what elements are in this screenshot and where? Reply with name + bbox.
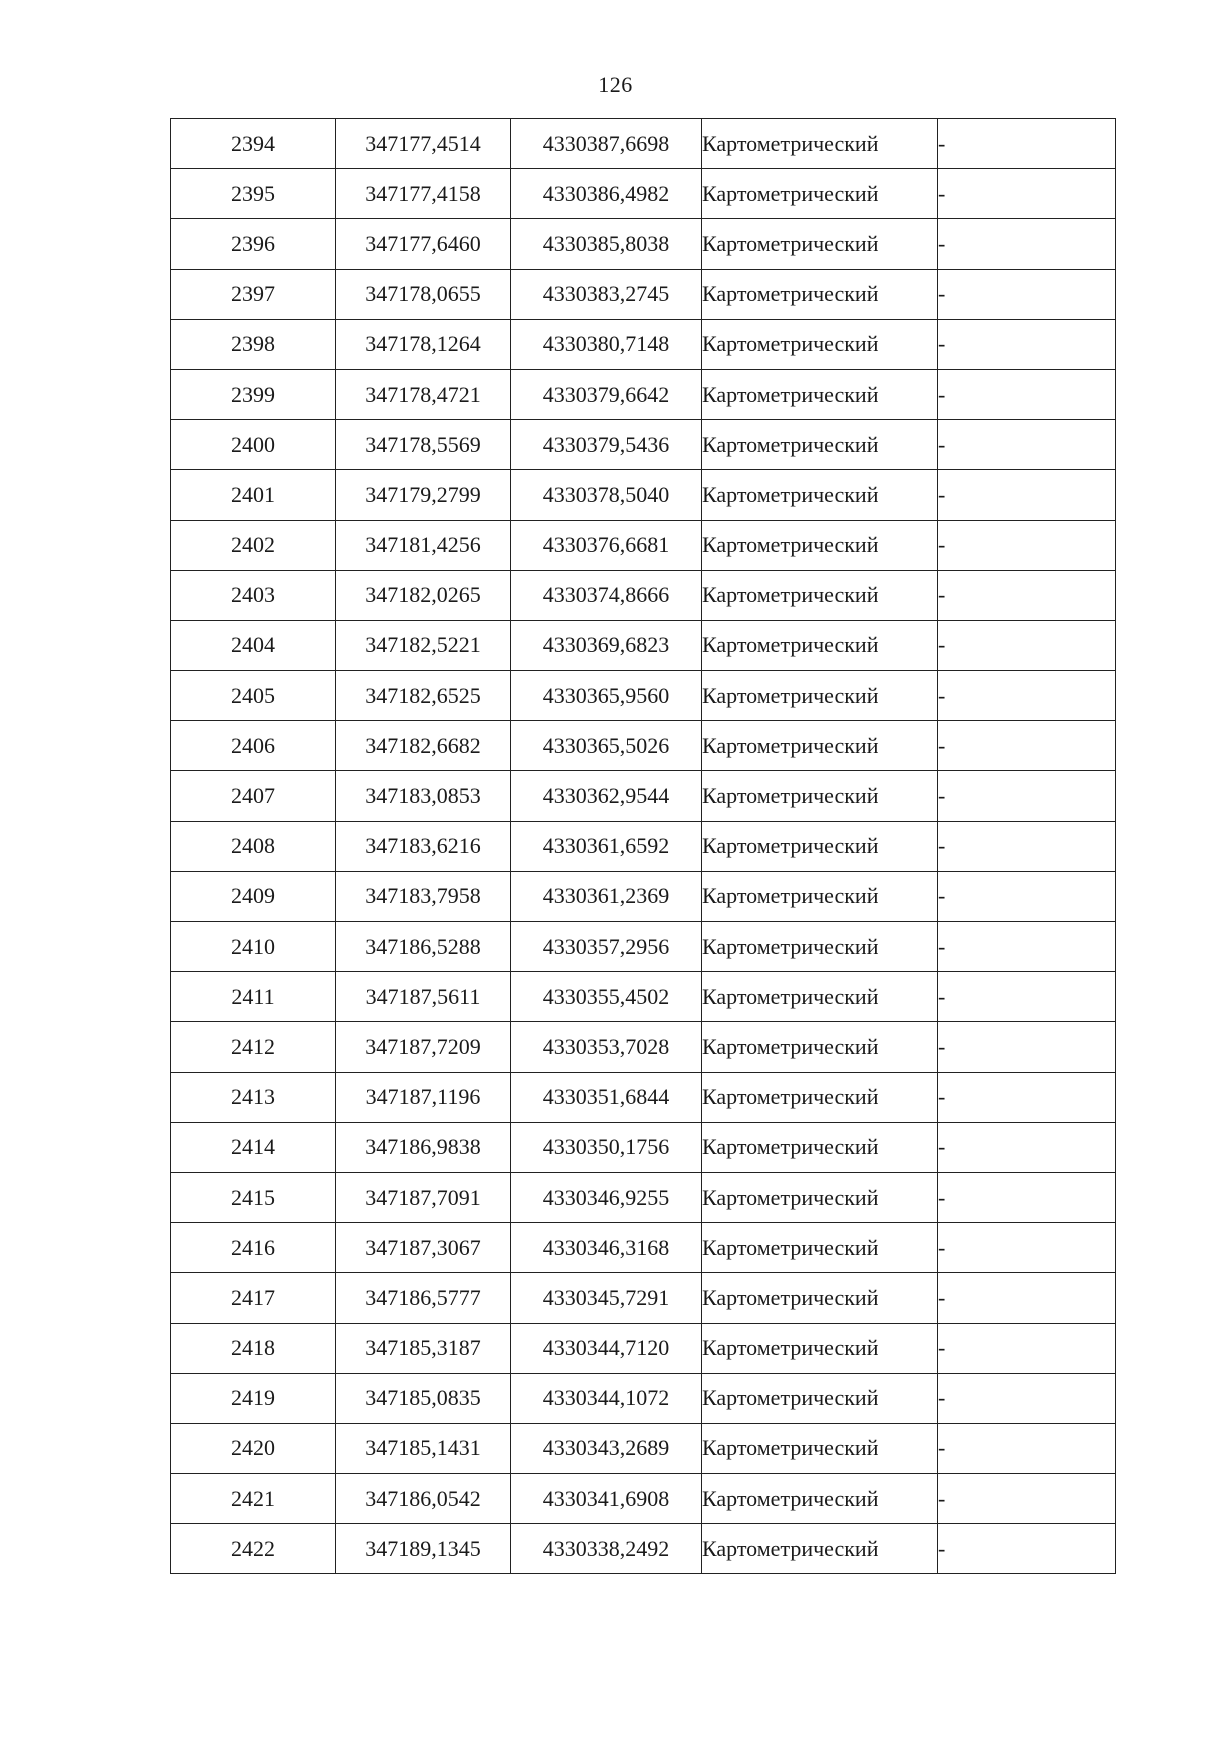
method-cell: Картометрический <box>702 570 938 620</box>
point-number-cell: 2396 <box>171 219 336 269</box>
error-cell: - <box>938 1474 1116 1524</box>
y-coordinate-cell: 4330369,6823 <box>511 620 702 670</box>
point-number-cell: 2403 <box>171 570 336 620</box>
point-number-cell: 2416 <box>171 1223 336 1273</box>
error-cell: - <box>938 1122 1116 1172</box>
point-number-cell: 2394 <box>171 119 336 169</box>
point-number-cell: 2418 <box>171 1323 336 1373</box>
point-number-cell: 2409 <box>171 871 336 921</box>
table-row <box>171 319 1116 369</box>
y-coordinate-cell: 4330374,8666 <box>511 570 702 620</box>
table-row <box>171 369 1116 419</box>
point-number-cell: 2408 <box>171 821 336 871</box>
point-number-cell: 2414 <box>171 1122 336 1172</box>
method-cell: Картометрический <box>702 1474 938 1524</box>
method-cell: Картометрический <box>702 821 938 871</box>
y-coordinate-cell: 4330338,2492 <box>511 1524 702 1574</box>
x-coordinate-cell: 347178,5569 <box>336 420 511 470</box>
x-coordinate-cell: 347187,7091 <box>336 1172 511 1222</box>
x-coordinate-cell: 347186,9838 <box>336 1122 511 1172</box>
table-row <box>171 269 1116 319</box>
y-coordinate-cell: 4330351,6844 <box>511 1072 702 1122</box>
x-coordinate-cell: 347177,4158 <box>336 169 511 219</box>
y-coordinate-cell: 4330361,6592 <box>511 821 702 871</box>
error-cell: - <box>938 771 1116 821</box>
y-coordinate-cell: 4330376,6681 <box>511 520 702 570</box>
table-row <box>171 1273 1116 1323</box>
method-cell: Картометрический <box>702 219 938 269</box>
point-number-cell: 2419 <box>171 1373 336 1423</box>
y-coordinate-cell: 4330387,6698 <box>511 119 702 169</box>
y-coordinate-cell: 4330365,9560 <box>511 671 702 721</box>
point-number-cell: 2413 <box>171 1072 336 1122</box>
error-cell: - <box>938 871 1116 921</box>
x-coordinate-cell: 347189,1345 <box>336 1524 511 1574</box>
y-coordinate-cell: 4330379,5436 <box>511 420 702 470</box>
table-row <box>171 1474 1116 1524</box>
y-coordinate-cell: 4330386,4982 <box>511 169 702 219</box>
method-cell: Картометрический <box>702 620 938 670</box>
table-row <box>171 1524 1116 1574</box>
method-cell: Картометрический <box>702 1373 938 1423</box>
error-cell: - <box>938 1273 1116 1323</box>
table-row <box>171 1373 1116 1423</box>
error-cell: - <box>938 570 1116 620</box>
method-cell: Картометрический <box>702 1022 938 1072</box>
point-number-cell: 2398 <box>171 319 336 369</box>
point-number-cell: 2415 <box>171 1172 336 1222</box>
method-cell: Картометрический <box>702 1172 938 1222</box>
table-row <box>171 1072 1116 1122</box>
point-number-cell: 2404 <box>171 620 336 670</box>
y-coordinate-cell: 4330362,9544 <box>511 771 702 821</box>
error-cell: - <box>938 520 1116 570</box>
error-cell: - <box>938 420 1116 470</box>
method-cell: Картометрический <box>702 721 938 771</box>
method-cell: Картометрический <box>702 771 938 821</box>
point-number-cell: 2400 <box>171 420 336 470</box>
y-coordinate-cell: 4330346,9255 <box>511 1172 702 1222</box>
method-cell: Картометрический <box>702 269 938 319</box>
table-row <box>171 821 1116 871</box>
x-coordinate-cell: 347183,6216 <box>336 821 511 871</box>
table-row <box>171 169 1116 219</box>
point-number-cell: 2399 <box>171 369 336 419</box>
coordinates-table <box>170 118 1116 1574</box>
error-cell: - <box>938 470 1116 520</box>
x-coordinate-cell: 347182,6682 <box>336 721 511 771</box>
x-coordinate-cell: 347186,0542 <box>336 1474 511 1524</box>
error-cell: - <box>938 1223 1116 1273</box>
x-coordinate-cell: 347187,7209 <box>336 1022 511 1072</box>
y-coordinate-cell: 4330357,2956 <box>511 922 702 972</box>
y-coordinate-cell: 4330346,3168 <box>511 1223 702 1273</box>
x-coordinate-cell: 347185,1431 <box>336 1423 511 1473</box>
method-cell: Картометрический <box>702 420 938 470</box>
method-cell: Картометрический <box>702 319 938 369</box>
error-cell: - <box>938 922 1116 972</box>
x-coordinate-cell: 347182,5221 <box>336 620 511 670</box>
table-row <box>171 1323 1116 1373</box>
y-coordinate-cell: 4330383,2745 <box>511 269 702 319</box>
x-coordinate-cell: 347185,3187 <box>336 1323 511 1373</box>
point-number-cell: 2420 <box>171 1423 336 1473</box>
table-row <box>171 671 1116 721</box>
x-coordinate-cell: 347182,0265 <box>336 570 511 620</box>
y-coordinate-cell: 4330380,7148 <box>511 319 702 369</box>
table-row <box>171 1172 1116 1222</box>
method-cell: Картометрический <box>702 119 938 169</box>
y-coordinate-cell: 4330353,7028 <box>511 1022 702 1072</box>
x-coordinate-cell: 347178,4721 <box>336 369 511 419</box>
table-row <box>171 1022 1116 1072</box>
table-row <box>171 470 1116 520</box>
x-coordinate-cell: 347187,3067 <box>336 1223 511 1273</box>
y-coordinate-cell: 4330350,1756 <box>511 1122 702 1172</box>
table-row <box>171 119 1116 169</box>
method-cell: Картометрический <box>702 1273 938 1323</box>
method-cell: Картометрический <box>702 671 938 721</box>
point-number-cell: 2405 <box>171 671 336 721</box>
x-coordinate-cell: 347182,6525 <box>336 671 511 721</box>
point-number-cell: 2412 <box>171 1022 336 1072</box>
point-number-cell: 2410 <box>171 922 336 972</box>
x-coordinate-cell: 347181,4256 <box>336 520 511 570</box>
x-coordinate-cell: 347179,2799 <box>336 470 511 520</box>
x-coordinate-cell: 347178,1264 <box>336 319 511 369</box>
y-coordinate-cell: 4330341,6908 <box>511 1474 702 1524</box>
error-cell: - <box>938 219 1116 269</box>
table-row <box>171 922 1116 972</box>
table-row <box>171 219 1116 269</box>
method-cell: Картометрический <box>702 1524 938 1574</box>
error-cell: - <box>938 119 1116 169</box>
method-cell: Картометрический <box>702 1423 938 1473</box>
coordinates-table-body <box>171 119 1116 1574</box>
x-coordinate-cell: 347177,6460 <box>336 219 511 269</box>
y-coordinate-cell: 4330361,2369 <box>511 871 702 921</box>
error-cell: - <box>938 269 1116 319</box>
table-row <box>171 570 1116 620</box>
method-cell: Картометрический <box>702 922 938 972</box>
method-cell: Картометрический <box>702 1323 938 1373</box>
point-number-cell: 2422 <box>171 1524 336 1574</box>
method-cell: Картометрический <box>702 470 938 520</box>
point-number-cell: 2402 <box>171 520 336 570</box>
point-number-cell: 2401 <box>171 470 336 520</box>
error-cell: - <box>938 620 1116 670</box>
error-cell: - <box>938 821 1116 871</box>
error-cell: - <box>938 972 1116 1022</box>
method-cell: Картометрический <box>702 520 938 570</box>
error-cell: - <box>938 1423 1116 1473</box>
error-cell: - <box>938 721 1116 771</box>
x-coordinate-cell: 347186,5777 <box>336 1273 511 1323</box>
point-number-cell: 2417 <box>171 1273 336 1323</box>
y-coordinate-cell: 4330379,6642 <box>511 369 702 419</box>
error-cell: - <box>938 1022 1116 1072</box>
x-coordinate-cell: 347186,5288 <box>336 922 511 972</box>
x-coordinate-cell: 347178,0655 <box>336 269 511 319</box>
y-coordinate-cell: 4330378,5040 <box>511 470 702 520</box>
y-coordinate-cell: 4330345,7291 <box>511 1273 702 1323</box>
x-coordinate-cell: 347187,1196 <box>336 1072 511 1122</box>
point-number-cell: 2407 <box>171 771 336 821</box>
method-cell: Картометрический <box>702 169 938 219</box>
x-coordinate-cell: 347187,5611 <box>336 972 511 1022</box>
page-number: 126 <box>598 72 633 97</box>
error-cell: - <box>938 369 1116 419</box>
y-coordinate-cell: 4330355,4502 <box>511 972 702 1022</box>
point-number-cell: 2411 <box>171 972 336 1022</box>
error-cell: - <box>938 319 1116 369</box>
point-number-cell: 2421 <box>171 1474 336 1524</box>
table-row <box>171 871 1116 921</box>
y-coordinate-cell: 4330344,7120 <box>511 1323 702 1373</box>
table-row <box>171 721 1116 771</box>
table-row <box>171 1423 1116 1473</box>
table-row <box>171 620 1116 670</box>
error-cell: - <box>938 1323 1116 1373</box>
point-number-cell: 2406 <box>171 721 336 771</box>
method-cell: Картометрический <box>702 1122 938 1172</box>
table-row <box>171 771 1116 821</box>
x-coordinate-cell: 347183,0853 <box>336 771 511 821</box>
table-row <box>171 972 1116 1022</box>
error-cell: - <box>938 1373 1116 1423</box>
point-number-cell: 2397 <box>171 269 336 319</box>
method-cell: Картометрический <box>702 1223 938 1273</box>
error-cell: - <box>938 1524 1116 1574</box>
method-cell: Картометрический <box>702 369 938 419</box>
y-coordinate-cell: 4330385,8038 <box>511 219 702 269</box>
y-coordinate-cell: 4330343,2689 <box>511 1423 702 1473</box>
error-cell: - <box>938 1172 1116 1222</box>
method-cell: Картометрический <box>702 871 938 921</box>
table-row <box>171 1122 1116 1172</box>
table-row <box>171 420 1116 470</box>
table-row <box>171 520 1116 570</box>
table-row <box>171 1223 1116 1273</box>
method-cell: Картометрический <box>702 972 938 1022</box>
error-cell: - <box>938 169 1116 219</box>
x-coordinate-cell: 347183,7958 <box>336 871 511 921</box>
method-cell: Картометрический <box>702 1072 938 1122</box>
error-cell: - <box>938 1072 1116 1122</box>
y-coordinate-cell: 4330344,1072 <box>511 1373 702 1423</box>
x-coordinate-cell: 347185,0835 <box>336 1373 511 1423</box>
x-coordinate-cell: 347177,4514 <box>336 119 511 169</box>
error-cell: - <box>938 671 1116 721</box>
y-coordinate-cell: 4330365,5026 <box>511 721 702 771</box>
point-number-cell: 2395 <box>171 169 336 219</box>
